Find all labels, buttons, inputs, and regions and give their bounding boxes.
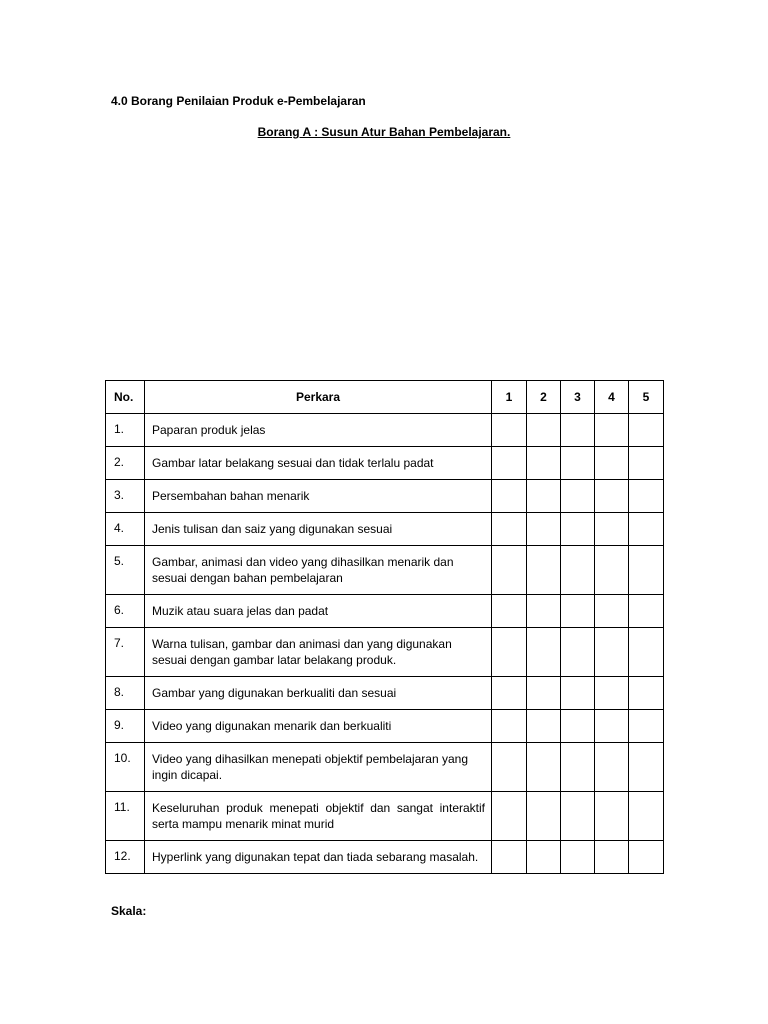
score-cell-4[interactable] xyxy=(595,546,629,595)
row-criterion-text: Video yang digunakan menarik dan berkualiti xyxy=(145,710,492,743)
row-number: 5. xyxy=(106,546,145,595)
table-row xyxy=(106,743,664,792)
header-scale-4: 4 xyxy=(595,381,629,414)
score-cell-1[interactable] xyxy=(492,480,527,513)
score-cell-3[interactable] xyxy=(561,546,595,595)
score-cell-5[interactable] xyxy=(629,447,664,480)
score-cell-1[interactable] xyxy=(492,595,527,628)
document-heading: 4.0 Borang Penilaian Produk e-Pembelajaran xyxy=(111,94,366,108)
score-cell-1[interactable] xyxy=(492,546,527,595)
score-cell-5[interactable] xyxy=(629,710,664,743)
row-criterion-text: Paparan produk jelas xyxy=(145,414,492,447)
score-cell-4[interactable] xyxy=(595,628,629,677)
row-number: 12. xyxy=(106,841,145,874)
score-cell-2[interactable] xyxy=(527,513,561,546)
scale-label: Skala: xyxy=(111,904,147,918)
score-cell-4[interactable] xyxy=(595,595,629,628)
table-row xyxy=(106,513,664,546)
table-row xyxy=(106,447,664,480)
row-number: 11. xyxy=(106,792,145,841)
row-criterion-text: Gambar latar belakang sesuai dan tidak terlalu padat xyxy=(145,447,492,480)
score-cell-5[interactable] xyxy=(629,792,664,841)
row-criterion-text: Keseluruhan produk menepati objektif dan sangat interaktif serta mampu menarik minat murid xyxy=(145,792,492,841)
header-no: No. xyxy=(106,381,145,414)
header-scale-5: 5 xyxy=(629,381,664,414)
score-cell-5[interactable] xyxy=(629,595,664,628)
header-item: Perkara xyxy=(145,381,492,414)
row-number: 3. xyxy=(106,480,145,513)
row-criterion-text: Jenis tulisan dan saiz yang digunakan sesuai xyxy=(145,513,492,546)
header-scale-2: 2 xyxy=(527,381,561,414)
score-cell-4[interactable] xyxy=(595,677,629,710)
score-cell-5[interactable] xyxy=(629,414,664,447)
score-cell-2[interactable] xyxy=(527,743,561,792)
score-cell-2[interactable] xyxy=(527,677,561,710)
score-cell-3[interactable] xyxy=(561,677,595,710)
score-cell-4[interactable] xyxy=(595,513,629,546)
score-cell-1[interactable] xyxy=(492,743,527,792)
table-row xyxy=(106,841,664,874)
row-number: 2. xyxy=(106,447,145,480)
score-cell-3[interactable] xyxy=(561,595,595,628)
row-criterion-text: Hyperlink yang digunakan tepat dan tiada sebarang masalah. xyxy=(145,841,492,874)
score-cell-1[interactable] xyxy=(492,792,527,841)
score-cell-5[interactable] xyxy=(629,480,664,513)
score-cell-5[interactable] xyxy=(629,677,664,710)
score-cell-4[interactable] xyxy=(595,792,629,841)
table-row xyxy=(106,546,664,595)
score-cell-2[interactable] xyxy=(527,447,561,480)
score-cell-4[interactable] xyxy=(595,414,629,447)
score-cell-5[interactable] xyxy=(629,743,664,792)
score-cell-3[interactable] xyxy=(561,513,595,546)
table-row xyxy=(106,792,664,841)
table-row xyxy=(106,710,664,743)
row-number: 10. xyxy=(106,743,145,792)
score-cell-2[interactable] xyxy=(527,710,561,743)
score-cell-1[interactable] xyxy=(492,628,527,677)
score-cell-3[interactable] xyxy=(561,480,595,513)
score-cell-4[interactable] xyxy=(595,743,629,792)
table-row xyxy=(106,595,664,628)
score-cell-4[interactable] xyxy=(595,710,629,743)
table-row xyxy=(106,414,664,447)
row-criterion-text: Gambar, animasi dan video yang dihasilkan menarik dan sesuai dengan bahan pembelajaran xyxy=(145,546,492,595)
score-cell-3[interactable] xyxy=(561,414,595,447)
row-criterion-text: Muzik atau suara jelas dan padat xyxy=(145,595,492,628)
header-scale-1: 1 xyxy=(492,381,527,414)
table-body xyxy=(106,414,664,874)
score-cell-3[interactable] xyxy=(561,743,595,792)
row-number: 6. xyxy=(106,595,145,628)
rating-table xyxy=(105,380,664,874)
score-cell-2[interactable] xyxy=(527,628,561,677)
table-row xyxy=(106,628,664,677)
score-cell-3[interactable] xyxy=(561,841,595,874)
score-cell-1[interactable] xyxy=(492,710,527,743)
score-cell-1[interactable] xyxy=(492,841,527,874)
score-cell-5[interactable] xyxy=(629,513,664,546)
row-criterion-text: Warna tulisan, gambar dan animasi dan yang digunakan sesuai dengan gambar latar belakang produk. xyxy=(145,628,492,677)
score-cell-4[interactable] xyxy=(595,841,629,874)
row-number: 8. xyxy=(106,677,145,710)
row-criterion-text: Gambar yang digunakan berkualiti dan sesuai xyxy=(145,677,492,710)
score-cell-5[interactable] xyxy=(629,841,664,874)
score-cell-1[interactable] xyxy=(492,414,527,447)
score-cell-2[interactable] xyxy=(527,480,561,513)
score-cell-1[interactable] xyxy=(492,677,527,710)
score-cell-3[interactable] xyxy=(561,792,595,841)
score-cell-5[interactable] xyxy=(629,628,664,677)
row-number: 4. xyxy=(106,513,145,546)
score-cell-3[interactable] xyxy=(561,628,595,677)
row-number: 9. xyxy=(106,710,145,743)
header-scale-3: 3 xyxy=(561,381,595,414)
score-cell-1[interactable] xyxy=(492,447,527,480)
score-cell-3[interactable] xyxy=(561,710,595,743)
score-cell-2[interactable] xyxy=(527,841,561,874)
form-subheading-text: Borang A : Susun Atur Bahan Pembelajaran. xyxy=(257,125,511,139)
table-header-row xyxy=(106,381,664,414)
score-cell-5[interactable] xyxy=(629,546,664,595)
row-criterion-text: Video yang dihasilkan menepati objektif pembelajaran yang ingin dicapai. xyxy=(145,743,492,792)
table-row xyxy=(106,677,664,710)
score-cell-1[interactable] xyxy=(492,513,527,546)
row-criterion-text: Persembahan bahan menarik xyxy=(145,480,492,513)
form-subheading xyxy=(0,124,768,140)
table-row xyxy=(106,480,664,513)
score-cell-2[interactable] xyxy=(527,792,561,841)
score-cell-4[interactable] xyxy=(595,480,629,513)
score-cell-4[interactable] xyxy=(595,447,629,480)
row-number: 7. xyxy=(106,628,145,677)
score-cell-2[interactable] xyxy=(527,595,561,628)
score-cell-3[interactable] xyxy=(561,447,595,480)
score-cell-2[interactable] xyxy=(527,414,561,447)
score-cell-2[interactable] xyxy=(527,546,561,595)
row-number: 1. xyxy=(106,414,145,447)
